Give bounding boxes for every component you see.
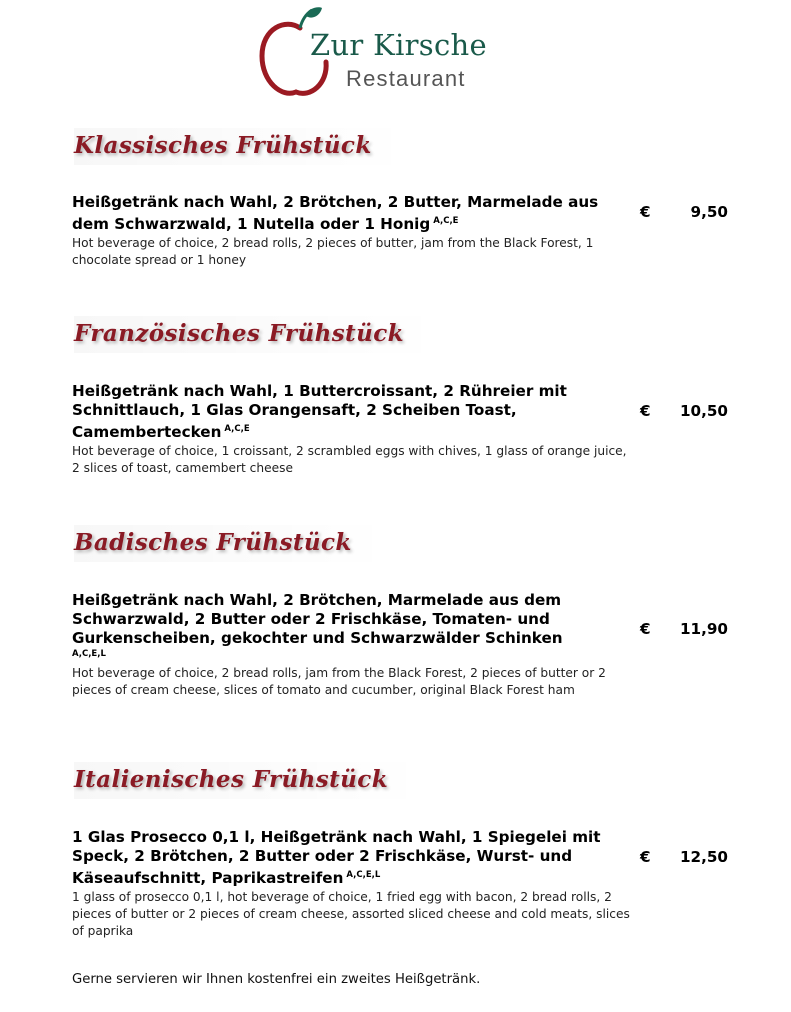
item-description-en: Hot beverage of choice, 1 croissant, 2 scrambled eggs with chives, 1 glass of orange juice, 2 slices of toast, camembert cheese bbox=[72, 444, 627, 475]
menu-item-italienisch bbox=[72, 828, 632, 940]
menu-item-klassisch bbox=[72, 193, 632, 269]
footer-note: Gerne servieren wir Ihnen kostenfrei ein zweites Heißgetränk. bbox=[72, 972, 481, 987]
currency-symbol: € bbox=[640, 203, 651, 221]
item-price-franzoesisch bbox=[640, 402, 728, 420]
item-price-klassisch bbox=[640, 203, 728, 221]
section-title-klassisch: Klassisches Frühstück bbox=[74, 128, 412, 165]
allergen-codes: A,C,E bbox=[433, 216, 459, 226]
section-title-italienisch: Italienisches Frühstück bbox=[74, 762, 428, 799]
item-description-de: 1 Glas Prosecco 0,1 l, Heißgetränk nach Wahl, 1 Spiegelei mit Speck, 2 Brötchen, 2 Butter oder 2 Frischkäse, Wurst- und Käseaufschnitt, Paprikastreifen $^{A,C,E,L}$ bbox=[72, 828, 601, 887]
restaurant-logo bbox=[256, 6, 516, 102]
section-title-badisch: Badisches Frühstück bbox=[74, 525, 392, 562]
item-description-en: 1 glass of prosecco 0,1 l, hot beverage of choice, 1 fried egg with bacon, 2 bread rolls, 2 pieces of butter or 2 pieces of cream cheese, assorted sliced cheese and cold meats, slices of paprika bbox=[72, 890, 630, 938]
allergen-codes: A,C,E,L bbox=[346, 870, 381, 880]
item-price-italienisch bbox=[640, 848, 728, 866]
allergen-codes: A,C,E,L bbox=[72, 649, 106, 659]
item-description-de: Heißgetränk nach Wahl, 2 Brötchen, Marmelade aus dem Schwarzwald, 2 Butter oder 2 Frischkäse, Tomaten- und Gurkenscheiben, gekochter und Schwarzwälder Schinken A,C,E,L bbox=[72, 591, 632, 659]
logo-subtitle: Restaurant bbox=[346, 66, 466, 91]
item-description-en: Hot beverage of choice, 2 bread rolls, jam from the Black Forest, 2 pieces of butter or 2 pieces of cream cheese, slices of tomato and cucumber, original Black Forest ham bbox=[72, 666, 606, 697]
currency-symbol: € bbox=[640, 620, 651, 638]
allergen-codes: A,C,E bbox=[224, 424, 250, 434]
section-title-franzoesisch: Französisches Frühstück bbox=[74, 316, 444, 353]
item-description-de: Heißgetränk nach Wahl, 2 Brötchen, 2 Butter, Marmelade aus dem Schwarzwald, 1 Nutella oder 1 Honig $^{A,C,E}$ bbox=[72, 193, 599, 233]
menu-item-franzoesisch bbox=[72, 382, 632, 477]
currency-symbol: € bbox=[640, 848, 651, 866]
logo-name: Zur Kirsche bbox=[310, 28, 487, 62]
price-value: 12,50 bbox=[679, 848, 728, 866]
item-description-de: Heißgetränk nach Wahl, 1 Buttercroissant, 2 Rühreier mit Schnittlauch, 1 Glas Orangensaft, 2 Scheiben Toast, Camembertecken $^{A,C,E}$ bbox=[72, 382, 567, 441]
price-value: 9,50 bbox=[690, 203, 728, 221]
price-value: 10,50 bbox=[679, 402, 728, 420]
currency-symbol: € bbox=[640, 402, 651, 420]
item-description-en: Hot beverage of choice, 2 bread rolls, 2 pieces of butter, jam from the Black Forest, 1 chocolate spread or 1 honey bbox=[72, 236, 594, 267]
item-price-badisch bbox=[640, 620, 728, 638]
menu-item-badisch bbox=[72, 591, 632, 699]
price-value: 11,90 bbox=[679, 620, 728, 638]
